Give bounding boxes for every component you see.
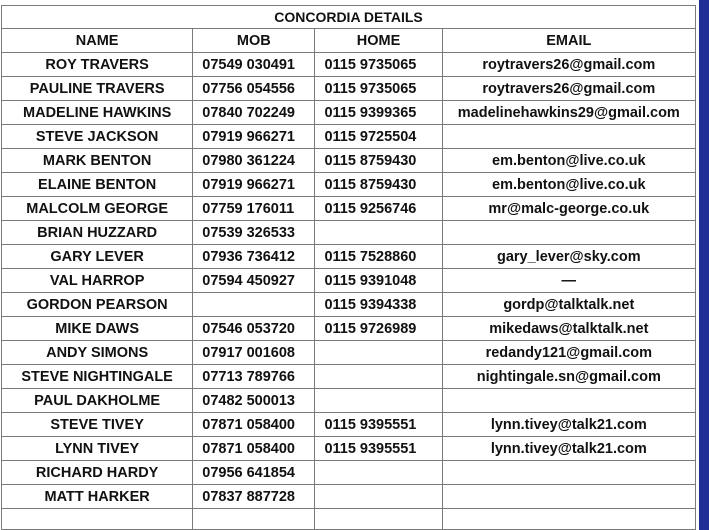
table-row	[2, 77, 696, 101]
cell-email: madelinehawkins29@gmail.com	[442, 101, 695, 125]
cell-name: ANDY SIMONS	[2, 341, 193, 365]
cell-home: 0115 9395551	[315, 437, 442, 461]
table-row	[2, 341, 696, 365]
cell-name: ELAINE BENTON	[2, 173, 193, 197]
cell-email	[442, 485, 695, 509]
cell-email: mikedaws@talktalk.net	[442, 317, 695, 341]
cell-home: 0115 9726989	[315, 317, 442, 341]
cell-mob: 07980 361224	[193, 149, 315, 173]
cell-name: STEVE NIGHTINGALE	[2, 365, 193, 389]
cell-email	[442, 389, 695, 413]
table-row	[2, 413, 696, 437]
cell-home: 0115 9256746	[315, 197, 442, 221]
table-row	[2, 389, 696, 413]
cell-email: roytravers26@gmail.com	[442, 77, 695, 101]
table-row	[2, 125, 696, 149]
cell-email	[442, 461, 695, 485]
cell-email: —	[442, 269, 695, 293]
cell-email: mr@malc-george.co.uk	[442, 197, 695, 221]
header-mob: MOB	[193, 29, 315, 53]
empty-cell	[2, 509, 193, 530]
empty-cell	[193, 509, 315, 530]
cell-email: gary_lever@sky.com	[442, 245, 695, 269]
table-row	[2, 317, 696, 341]
table-row	[2, 245, 696, 269]
title-row	[2, 6, 696, 29]
cell-email: em.benton@live.co.uk	[442, 173, 695, 197]
cell-mob: 07919 966271	[193, 125, 315, 149]
cell-name: PAULINE TRAVERS	[2, 77, 193, 101]
cell-mob: 07837 887728	[193, 485, 315, 509]
table-row	[2, 101, 696, 125]
cell-name: PAUL DAKHOLME	[2, 389, 193, 413]
empty-cell	[315, 509, 442, 530]
cell-home	[315, 485, 442, 509]
cell-mob	[193, 293, 315, 317]
cell-home	[315, 365, 442, 389]
cell-email: lynn.tivey@talk21.com	[442, 413, 695, 437]
cell-mob: 07759 176011	[193, 197, 315, 221]
cell-home	[315, 461, 442, 485]
table-row	[2, 437, 696, 461]
cell-home	[315, 221, 442, 245]
cell-mob: 07840 702249	[193, 101, 315, 125]
empty-row	[2, 509, 696, 530]
header-email: EMAIL	[442, 29, 695, 53]
cell-mob: 07713 789766	[193, 365, 315, 389]
cell-name: ROY TRAVERS	[2, 53, 193, 77]
cell-home: 0115 9399365	[315, 101, 442, 125]
cell-email: em.benton@live.co.uk	[442, 149, 695, 173]
cell-email	[442, 125, 695, 149]
cell-home	[315, 389, 442, 413]
table-row	[2, 149, 696, 173]
cell-mob: 07936 736412	[193, 245, 315, 269]
cell-name: LYNN TIVEY	[2, 437, 193, 461]
table-row	[2, 365, 696, 389]
cell-email: redandy121@gmail.com	[442, 341, 695, 365]
table-row	[2, 197, 696, 221]
empty-cell	[442, 509, 695, 530]
header-home: HOME	[315, 29, 442, 53]
contact-table	[1, 5, 696, 530]
cell-mob: 07956 641854	[193, 461, 315, 485]
cell-mob: 07546 053720	[193, 317, 315, 341]
cell-mob: 07594 450927	[193, 269, 315, 293]
table-row	[2, 461, 696, 485]
cell-name: BRIAN HUZZARD	[2, 221, 193, 245]
cell-mob: 07871 058400	[193, 437, 315, 461]
cell-name: GORDON PEARSON	[2, 293, 193, 317]
header-name: NAME	[2, 29, 193, 53]
cell-name: MALCOLM GEORGE	[2, 197, 193, 221]
cell-home: 0115 9735065	[315, 53, 442, 77]
cell-name: STEVE TIVEY	[2, 413, 193, 437]
cell-home: 0115 8759430	[315, 149, 442, 173]
cell-mob: 07919 966271	[193, 173, 315, 197]
cell-name: VAL HARROP	[2, 269, 193, 293]
cell-name: MADELINE HAWKINS	[2, 101, 193, 125]
cell-email: lynn.tivey@talk21.com	[442, 437, 695, 461]
cell-email: gordp@talktalk.net	[442, 293, 695, 317]
table-title: CONCORDIA DETAILS	[2, 6, 696, 29]
table-row	[2, 269, 696, 293]
cell-mob: 07539 326533	[193, 221, 315, 245]
cell-home: 0115 9735065	[315, 77, 442, 101]
cell-home: 0115 9391048	[315, 269, 442, 293]
cell-name: MIKE DAWS	[2, 317, 193, 341]
cell-home: 0115 9725504	[315, 125, 442, 149]
cell-mob: 07482 500013	[193, 389, 315, 413]
table-row	[2, 221, 696, 245]
cell-name: STEVE JACKSON	[2, 125, 193, 149]
cell-email: roytravers26@gmail.com	[442, 53, 695, 77]
cell-home: 0115 8759430	[315, 173, 442, 197]
cell-home: 0115 7528860	[315, 245, 442, 269]
cell-mob: 07871 058400	[193, 413, 315, 437]
cell-mob: 07917 001608	[193, 341, 315, 365]
table-row	[2, 53, 696, 77]
cell-name: RICHARD HARDY	[2, 461, 193, 485]
cell-mob: 07549 030491	[193, 53, 315, 77]
cell-email: nightingale.sn@gmail.com	[442, 365, 695, 389]
cell-name: GARY LEVER	[2, 245, 193, 269]
cell-home: 0115 9394338	[315, 293, 442, 317]
table-row	[2, 485, 696, 509]
cell-mob: 07756 054556	[193, 77, 315, 101]
table-row	[2, 173, 696, 197]
cell-home	[315, 341, 442, 365]
cell-name: MATT HARKER	[2, 485, 193, 509]
cell-name: MARK BENTON	[2, 149, 193, 173]
cell-email	[442, 221, 695, 245]
cell-home: 0115 9395551	[315, 413, 442, 437]
table-row	[2, 293, 696, 317]
header-row	[2, 29, 696, 53]
